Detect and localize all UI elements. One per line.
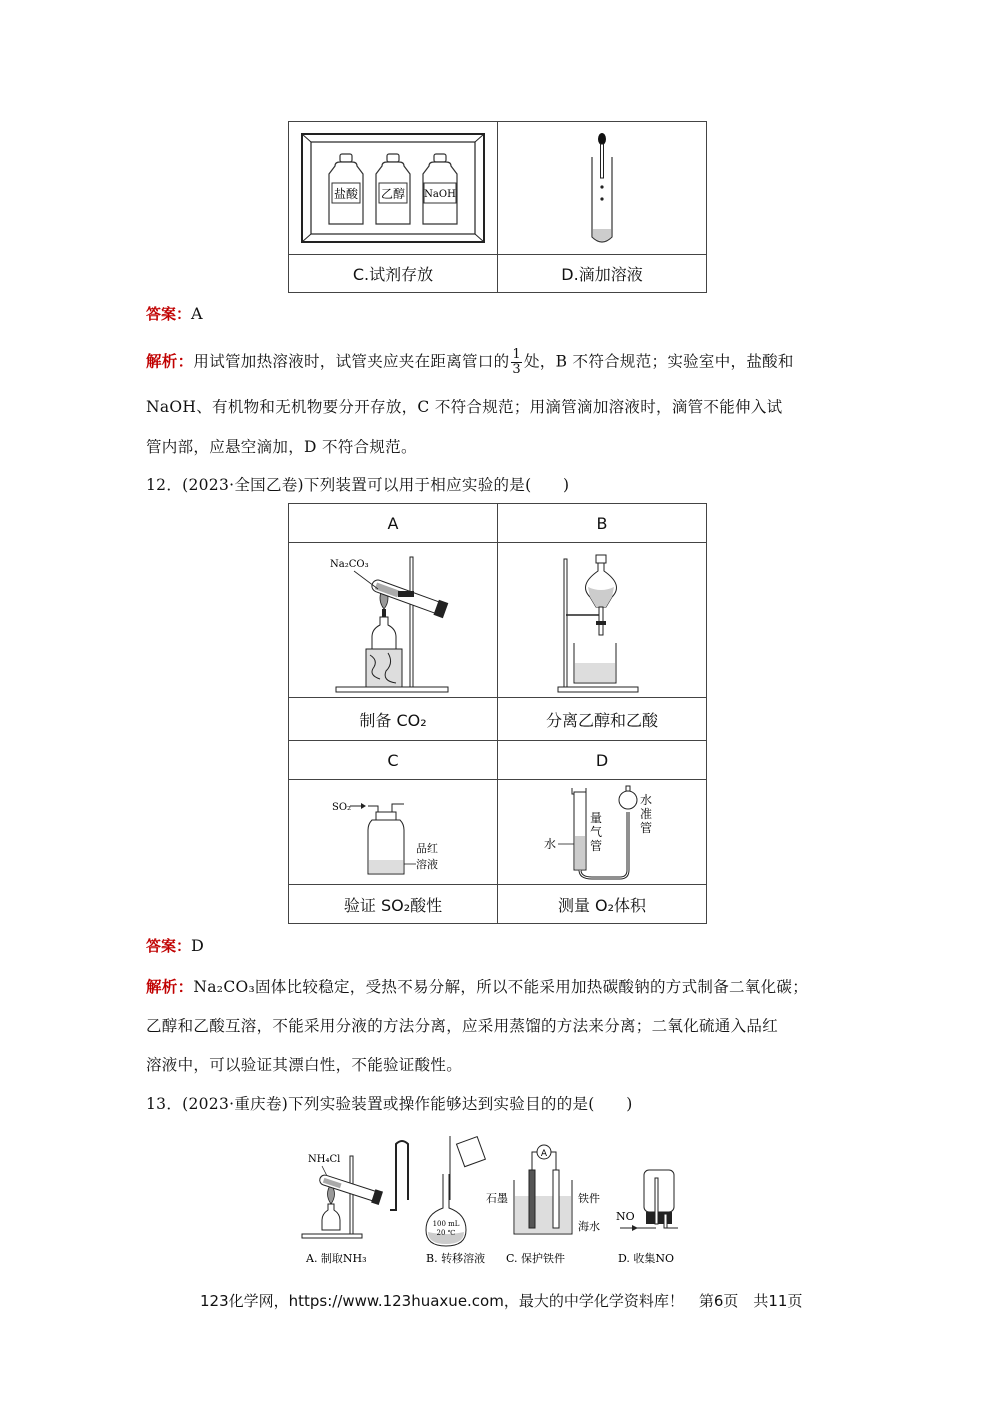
caption-d-dropping: D.滴加溶液 (498, 255, 707, 293)
caption-c-iron: C. 保护铁件 (506, 1252, 566, 1265)
apparatus-c-cell (289, 780, 498, 885)
q12-answer (146, 935, 204, 956)
caption-b: 分离乙醇和乙酸 (498, 698, 707, 741)
label-flask-volume: 100 mL (432, 1220, 460, 1228)
q13-stem: 13．(2023·重庆卷)下列实验装置或操作能够达到实验目的的是( ) (146, 1095, 633, 1113)
q12-stem: 12．(2023·全国乙卷)下列装置可以用于相应实验的是( ) (146, 476, 570, 494)
caption-d: 测量 O₂体积 (498, 885, 707, 924)
caption-b-transfer: B. 转移溶液 (426, 1252, 486, 1265)
page-footer: 123化学网，https://www.123huaxue.com，最大的中学化学资料库！ 第6页 共11页 (200, 1292, 803, 1310)
bottle-label-naoh: NaOH (424, 189, 456, 200)
label-guan2: 管 (640, 821, 653, 835)
caption-c-storage: C.试剂存放 (289, 255, 498, 293)
q13-apparatus-figure (300, 1130, 700, 1270)
label-na2co3: Na₂CO₃ (330, 559, 369, 570)
label-shui2: 水 (640, 793, 653, 807)
dropper-test-tube-figure (572, 127, 632, 249)
label-liang: 量 (590, 811, 603, 825)
q11-analysis-line3: 管内部，应悬空滴加，D 不符合规范。 (146, 438, 417, 456)
gas-washing-bottle-figure (328, 782, 458, 882)
analysis-text: Na₂CO₃固体比较稳定，受热不易分解，所以不能采用加热碳酸钠的方式制备二氧化碳； (193, 978, 809, 996)
q12-analysis-line1 (146, 975, 808, 997)
label-graphite: 石墨 (486, 1192, 508, 1205)
gas-measurement-figure (542, 782, 662, 882)
q12-analysis-line3: 溶液中，可以验证其漂白性，不能验证酸性。 (146, 1056, 463, 1074)
label-nh4cl: NH₄Cl (308, 1154, 341, 1165)
q12-analysis-line2: 乙醇和乙酸互溶，不能采用分液的方法分离，应采用蒸馏的方法来分离；二氧化硫通入品红 (146, 1017, 779, 1035)
label-so2: SO₂ (332, 802, 352, 813)
bottle-label-ethanol: 乙醇 (380, 187, 406, 201)
bottle-label-hcl: 盐酸 (333, 187, 359, 201)
answer-value: D (191, 936, 204, 955)
apparatus-b-cell (498, 543, 707, 698)
label-qi: 气 (590, 825, 603, 839)
caption-a-nh3: A. 制取NH₃ (306, 1252, 367, 1265)
q12-figure-table (288, 503, 707, 924)
header-b: B (498, 504, 707, 543)
header-d: D (498, 741, 707, 780)
answer-value: A (191, 304, 203, 323)
fraction-one-third (511, 348, 522, 377)
label-guan: 管 (590, 839, 603, 853)
caption-c: 验证 SO₂酸性 (289, 885, 498, 924)
reagent-cabinet-figure (293, 128, 493, 248)
reagent-storage-cell (289, 122, 498, 255)
label-shui: 水 (544, 837, 557, 851)
analysis-label: 解析： (146, 352, 194, 371)
label-pinhong: 品红 (416, 842, 438, 855)
label-flask-temp: 20 ℃ (436, 1229, 456, 1237)
heating-apparatus-figure (328, 545, 458, 695)
caption-d-no: D. 收集NO (618, 1252, 675, 1265)
q13-figure (300, 1130, 700, 1270)
header-a: A (289, 504, 498, 543)
analysis-label: 解析： (146, 978, 194, 996)
label-iron: 铁件 (578, 1192, 600, 1205)
top-figure-table (288, 121, 707, 293)
label-seawater: 海水 (578, 1220, 600, 1233)
label-zhun: 准 (640, 807, 653, 821)
dropping-cell (498, 122, 707, 255)
answer-label: 答案： (146, 305, 192, 323)
fraction-numerator: 1 (512, 347, 521, 362)
analysis-text: 处，B 不符合规范；实验室中，盐酸和 (524, 352, 794, 371)
fraction-denominator: 3 (512, 362, 521, 377)
label-no: NO (616, 1210, 635, 1223)
label-ammeter: A (540, 1149, 548, 1159)
q11-analysis-line1 (146, 348, 794, 377)
analysis-text: 用试管加热溶液时，试管夹应夹在距离管口的 (193, 352, 510, 371)
header-c: C (289, 741, 498, 780)
apparatus-d-cell (498, 780, 707, 885)
answer-label: 答案： (146, 937, 192, 955)
separatory-funnel-figure (552, 545, 652, 695)
caption-a: 制备 CO₂ (289, 698, 498, 741)
q11-answer (146, 303, 203, 324)
apparatus-a-cell (289, 543, 498, 698)
label-rongye: 溶液 (416, 858, 438, 871)
q11-analysis-line2: NaOH、有机物和无机物要分开存放，C 不符合规范；用滴管滴加溶液时，滴管不能伸入试 (146, 398, 783, 416)
